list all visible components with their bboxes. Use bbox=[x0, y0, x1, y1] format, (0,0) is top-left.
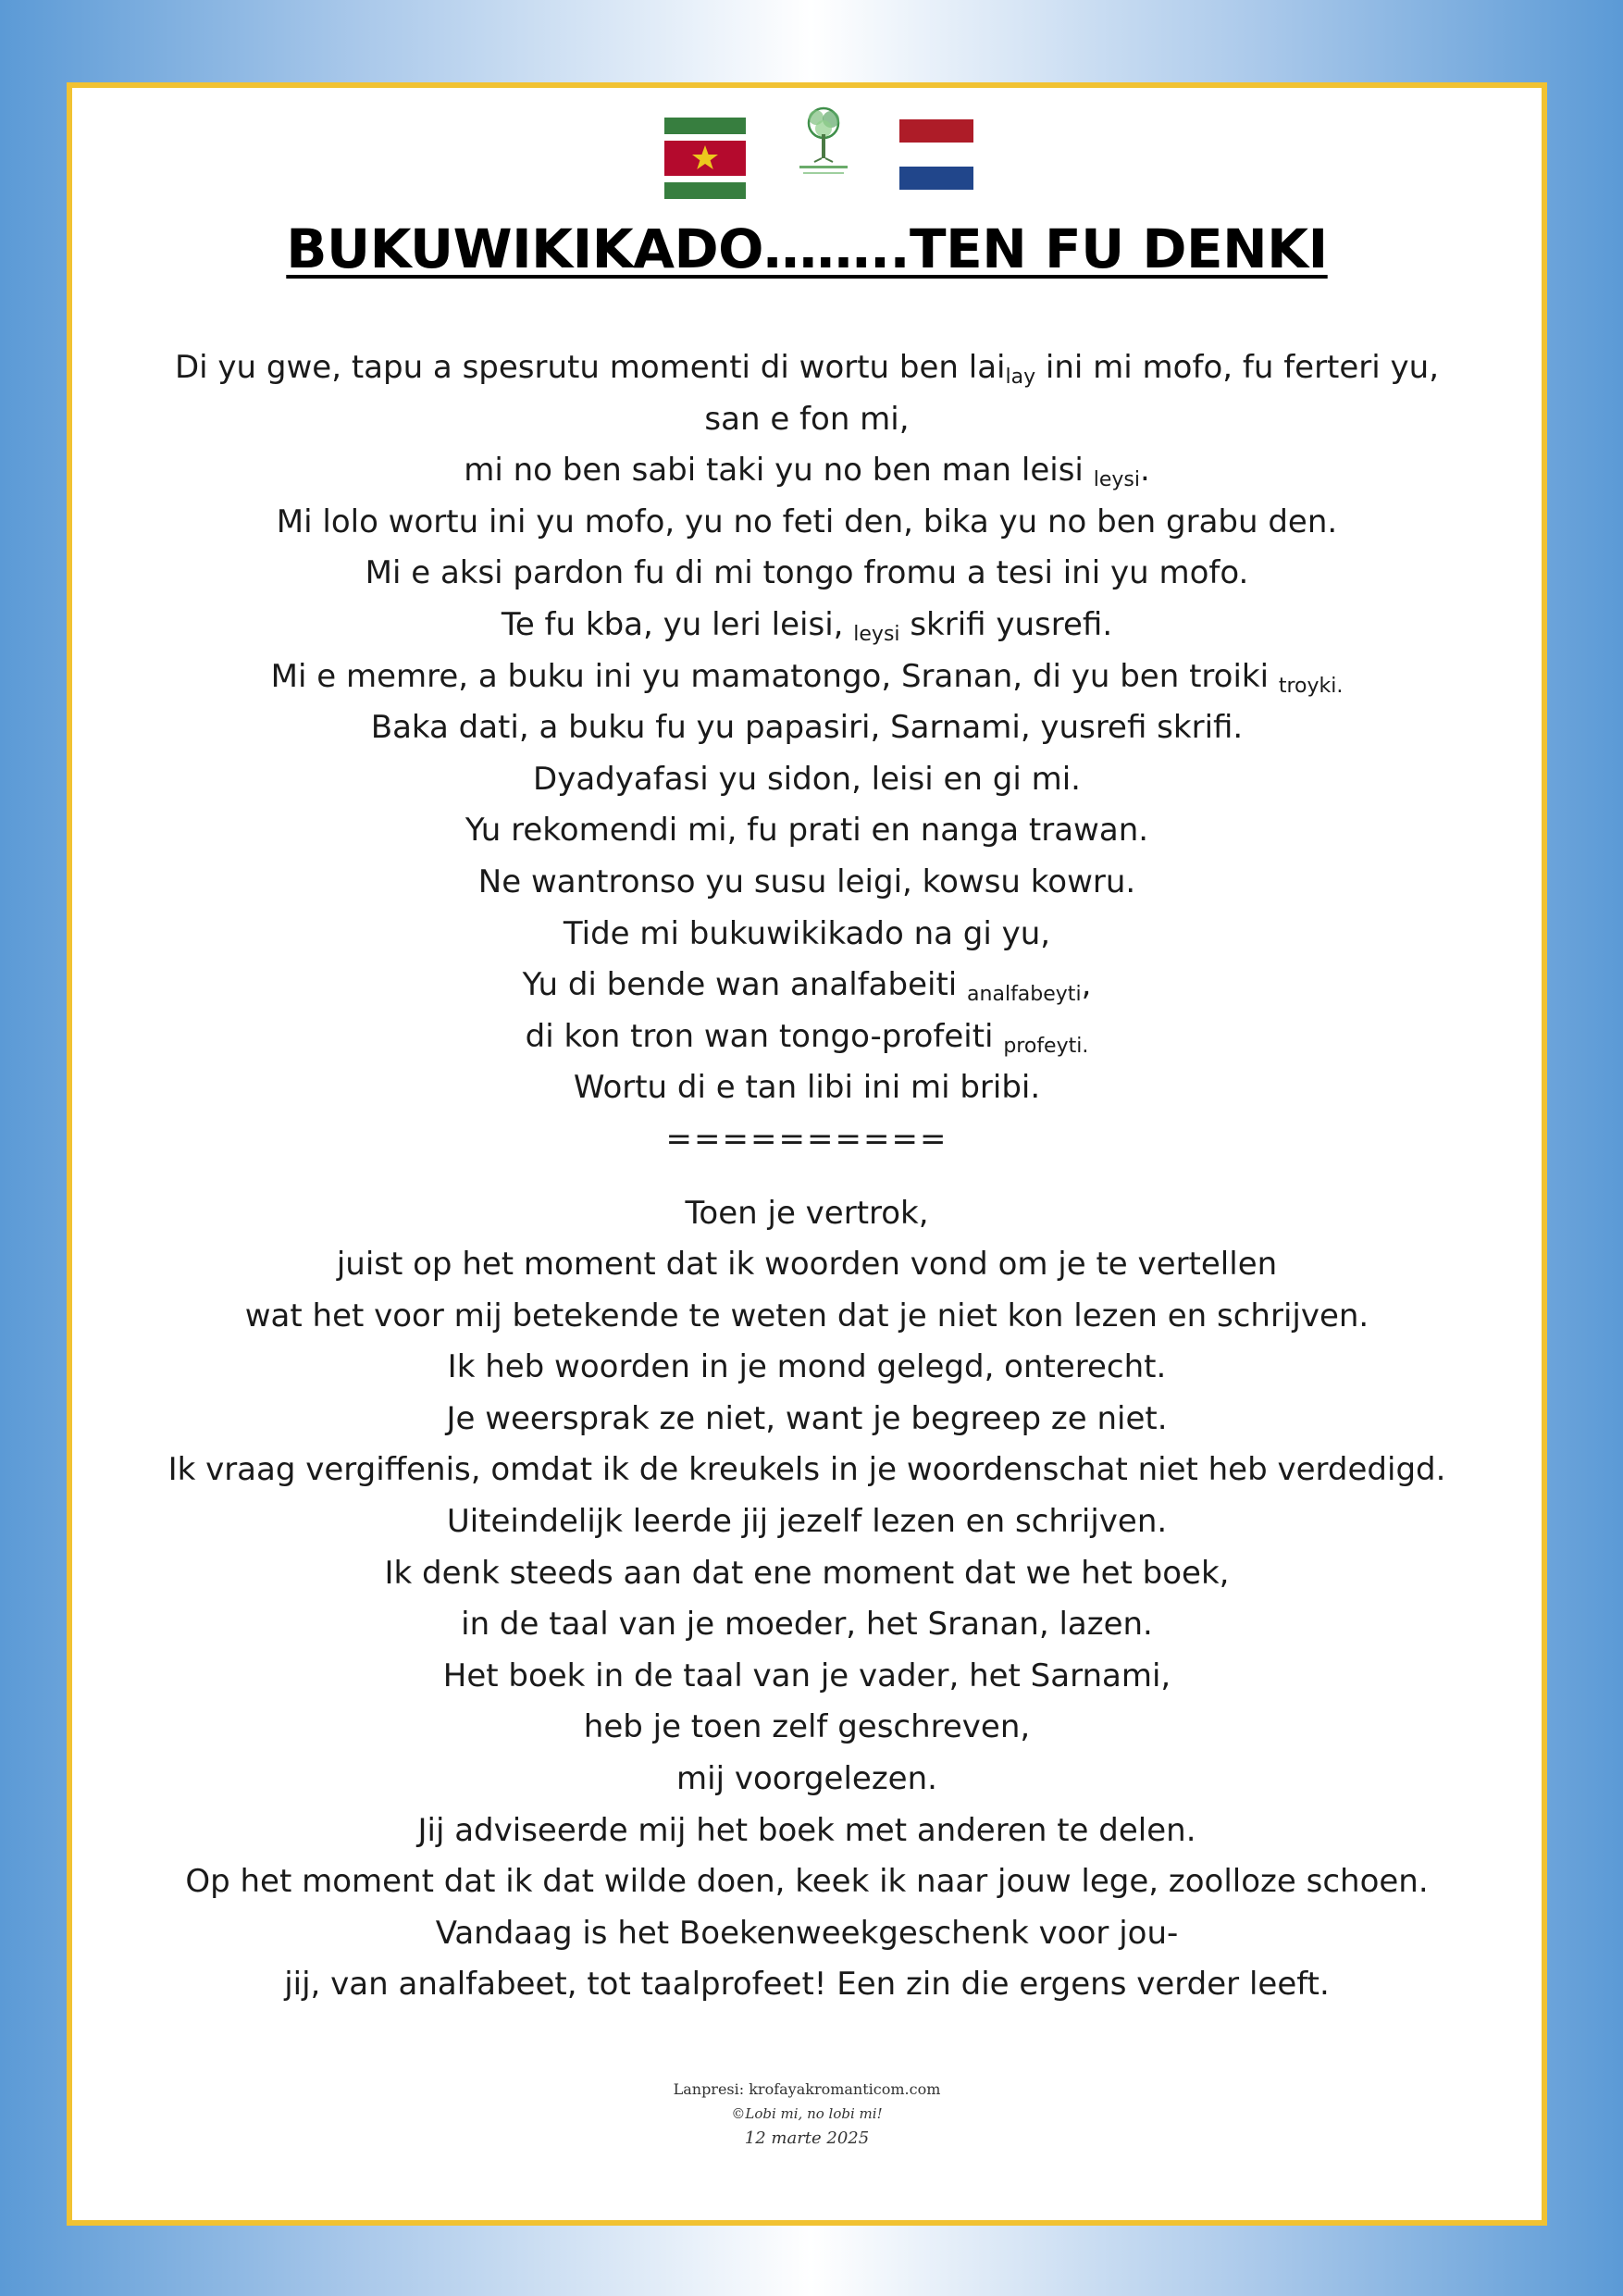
footer bbox=[72, 2078, 1542, 2152]
poem-line: Tide mi bukuwikikado na gi yu, bbox=[563, 914, 1051, 952]
section-divider: ========== bbox=[665, 1120, 948, 1158]
poem-line: Mi e aksi pardon fu di mi tongo fromu a tesi ini yu mofo. bbox=[365, 554, 1249, 592]
publisher-credit: Lanpresi: krofayakromanticom.com bbox=[673, 2080, 941, 2098]
publication-date: 12 marte 2025 bbox=[744, 2128, 870, 2148]
poem-line: Op het moment dat ik dat wilde doen, keek ik naar jouw lege, zoolloze schoen. bbox=[185, 1863, 1429, 1901]
poem-line: jij, van analfabeet, tot taalprofeet! Een zin die ergens verder leeft. bbox=[284, 1966, 1330, 2004]
poem-line: Je weersprak ze niet, want je begreep ze niet. bbox=[446, 1399, 1168, 1437]
poem-line: Jij adviseerde mij het boek met anderen te delen. bbox=[417, 1811, 1196, 1849]
poem-line: Baka dati, a buku fu yu papasiri, Sarnami, yusrefi skrifi. bbox=[370, 709, 1244, 747]
poem-line: Wortu di e tan libi ini mi bribi. bbox=[573, 1069, 1041, 1107]
poem-line: Di yu gwe, tapu a spesrutu momenti di wortu ben lai$_{lay}$ ini mi mofo, fu ferteri yu, bbox=[174, 349, 1440, 389]
poem-body bbox=[72, 342, 1542, 2011]
poem-line: Ne wantronso yu susu leigi, kowsu kowru. bbox=[477, 863, 1136, 900]
poem-line: Yu di bende wan analfabeiti $_{analfabeyti}$, bbox=[522, 966, 1092, 1007]
poem-line: Het boek in de taal van je vader, het Sarnami, bbox=[442, 1657, 1171, 1694]
suriname-flag-icon bbox=[664, 118, 746, 199]
poem-line: mij voorgelezen. bbox=[676, 1760, 937, 1798]
poem-line: wat het voor mij betekende te weten dat je niet kon lezen en schrijven. bbox=[244, 1297, 1369, 1334]
poem-line: in de taal van je moeder, het Sranan, lazen. bbox=[461, 1606, 1153, 1644]
poster-frame bbox=[67, 82, 1547, 2226]
poem-line: Yu rekomendi mi, fu prati en nanga trawan. bbox=[465, 812, 1149, 850]
poem-line: Uiteindelijk leerde jij jezelf lezen en schrijven. bbox=[446, 1503, 1168, 1541]
dutch-translation bbox=[72, 1188, 1542, 2012]
poem-line: Te fu kba, yu leri leisi, $_{leysi}$ skrifi yusrefi. bbox=[501, 605, 1113, 646]
poem-line: Ik vraag vergiffenis, omdat ik de kreukels in je woordenschat niet heb verdedigd. bbox=[167, 1451, 1446, 1489]
poem-line: Mi e memre, a buku ini yu mamatongo, Sranan, di yu ben troiki $_{troyki.}$ bbox=[270, 657, 1344, 698]
netherlands-flag-icon bbox=[899, 119, 973, 190]
poem-line: san e fon mi, bbox=[704, 400, 910, 438]
poem-line: di kon tron wan tongo-profeiti $_{profeyti.}$ bbox=[525, 1017, 1089, 1058]
poem-line: Mi lolo wortu ini yu mofo, yu no feti den, bika yu no ben grabu den. bbox=[276, 503, 1338, 540]
poem-line: Ik heb woorden in je mond gelegd, onterecht. bbox=[447, 1348, 1167, 1386]
copyright-line: ©Lobi mi, no lobi mi! bbox=[731, 2105, 883, 2122]
poem-line: Ik denk steeds aan dat ene moment dat we het boek, bbox=[384, 1554, 1230, 1592]
poem-line: mi no ben sabi taki yu no ben man leisi $_{leysi}$. bbox=[464, 452, 1150, 492]
poem-line: Dyadyafasi yu sidon, leisi en gi mi. bbox=[533, 760, 1081, 798]
poem-line: juist op het moment dat ik woorden vond om je te vertellen bbox=[336, 1246, 1278, 1284]
krofaya-tree-logo-icon bbox=[794, 105, 853, 184]
poem-line: Vandaag is het Boekenweekgeschenk voor jou- bbox=[435, 1914, 1179, 1952]
page-title: BUKUWIKIKADO……..TEN FU DENKI bbox=[286, 217, 1328, 280]
logo-row bbox=[72, 105, 1542, 201]
poem-line: Toen je vertrok, bbox=[685, 1194, 929, 1232]
poem-line: heb je toen zelf geschreven, bbox=[583, 1708, 1031, 1746]
